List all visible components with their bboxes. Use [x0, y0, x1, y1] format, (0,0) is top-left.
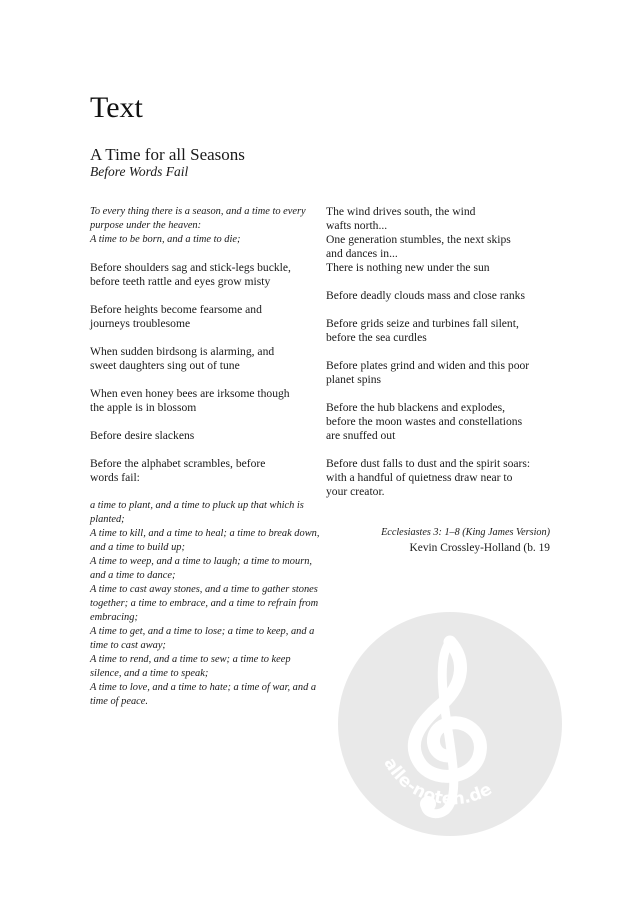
stanza: Before shoulders sag and stick-legs buckle, before teeth rattle and eyes grow misty [90, 261, 291, 288]
watermark [338, 612, 562, 836]
stanza: Before the hub blackens and explodes, before the moon wastes and constellations are snuffed out [326, 401, 523, 442]
stanza: Before dust falls to dust and the spirit soars: with a handful of quietness draw near to your creator. [326, 457, 531, 498]
stanza: When even honey bees are irksome though the apple is in blossom [90, 387, 290, 414]
source-attribution: Ecclesiastes 3: 1–8 (King James Version) [381, 527, 550, 538]
page-heading: Text [90, 91, 143, 124]
stanza: Before deadly clouds mass and close ranks [326, 289, 525, 302]
scripture-passage: a time to plant, and a time to pluck up that which is planted; A time to kill, and a time to heal; a time to break down, and a time to build up; A time to weep, and a time to laugh; a time to mourn, and a time to dance; A time to cast away stones, and a time to gather stones together; a time to embrace, and a time to refrain from embracing; A time to get, and a time to lose; a time to keep, and a time to cast away; A time to rend, and a time to sew; a time to keep silence, and a time to speak; A time to love, and a time to hate; a time of war, and a time of peace. [90, 500, 320, 707]
stanza: Before desire slackens [90, 429, 195, 442]
author-attribution: Kevin Crossley-Holland (b. 19 [409, 542, 550, 554]
stanza: The wind drives south, the wind wafts north... One generation stumbles, the next skips and dances in... There is nothing new under the sun [326, 205, 511, 274]
scripture-opening: To every thing there is a season, and a time to every purpose under the heaven: A time to be born, and a time to die; [90, 206, 306, 245]
stanza: Before plates grind and widen and this poor planet spins [326, 359, 530, 386]
poem-title: A Time for all Seasons [90, 145, 245, 164]
right-column [326, 205, 558, 513]
stanza: Before the alphabet scrambles, before words fail: [90, 457, 266, 484]
stanza: Before grids seize and turbines fall silent, before the sea curdles [326, 317, 519, 344]
stanza: When sudden birdsong is alarming, and sweet daughters sing out of tune [90, 345, 275, 372]
poem-subtitle: Before Words Fail [90, 164, 189, 179]
left-column [90, 205, 322, 723]
watermark-text: alle-noten.de [379, 754, 496, 810]
stanza: Before heights become fearsome and journeys troublesome [90, 303, 262, 330]
